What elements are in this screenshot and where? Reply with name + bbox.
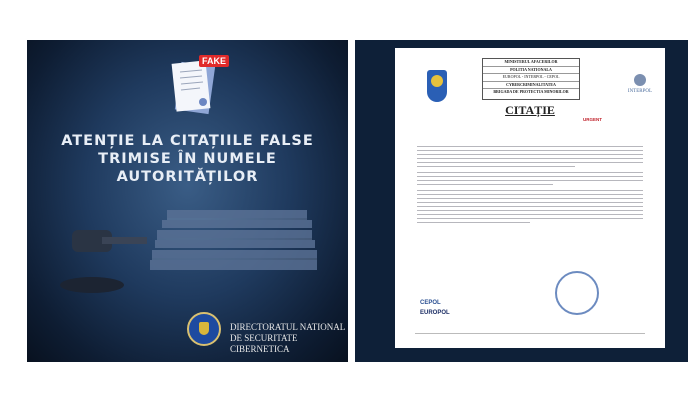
body-text-blur (417, 146, 643, 226)
org-line: DE SECURITATE CIBERNETICA (230, 333, 298, 354)
headline (27, 132, 348, 186)
document-header (482, 58, 580, 100)
urgent-label: URGENT (583, 117, 602, 122)
headline-line: ATENȚIE LA CITAȚIILE FALSE (61, 133, 314, 149)
interpol-globe-icon (634, 74, 646, 86)
warning-poster (27, 40, 348, 362)
official-stamp (555, 271, 599, 315)
interpol-logo (622, 74, 658, 94)
header-line: BRIGADA DE PROTECTIA MINORILOR (493, 89, 569, 94)
header-line: CYBERCRIMINALITATEA (483, 82, 579, 90)
gavel-image (57, 225, 147, 295)
header-line: EUROPOL - INTERPOL - CEPOL (483, 74, 579, 82)
document-title: CITAȚIE (505, 103, 555, 117)
interpol-label: INTERPOL (627, 89, 653, 94)
romania-police-crest-icon (427, 70, 447, 102)
headline-line: TRIMISE ÎN NUMELE (98, 151, 277, 167)
fake-summons-document (355, 40, 688, 362)
paper-stack-image (147, 200, 317, 280)
header-line: MINISTERUL AFACERILOR (483, 59, 579, 67)
europol-logo: EUROPOL (420, 310, 450, 316)
headline-line: AUTORITĂȚILOR (116, 169, 259, 185)
fake-badge: FAKE (199, 55, 229, 67)
org-line: DIRECTORATUL NATIONAL (230, 322, 346, 332)
header-line: POLITIA NATIONALA (483, 67, 579, 75)
cepol-logo: CEPOL (420, 300, 441, 306)
document-page (395, 48, 665, 348)
organization-name (230, 322, 348, 355)
dncs-seal-logo (187, 312, 221, 346)
document-footer (415, 333, 645, 336)
